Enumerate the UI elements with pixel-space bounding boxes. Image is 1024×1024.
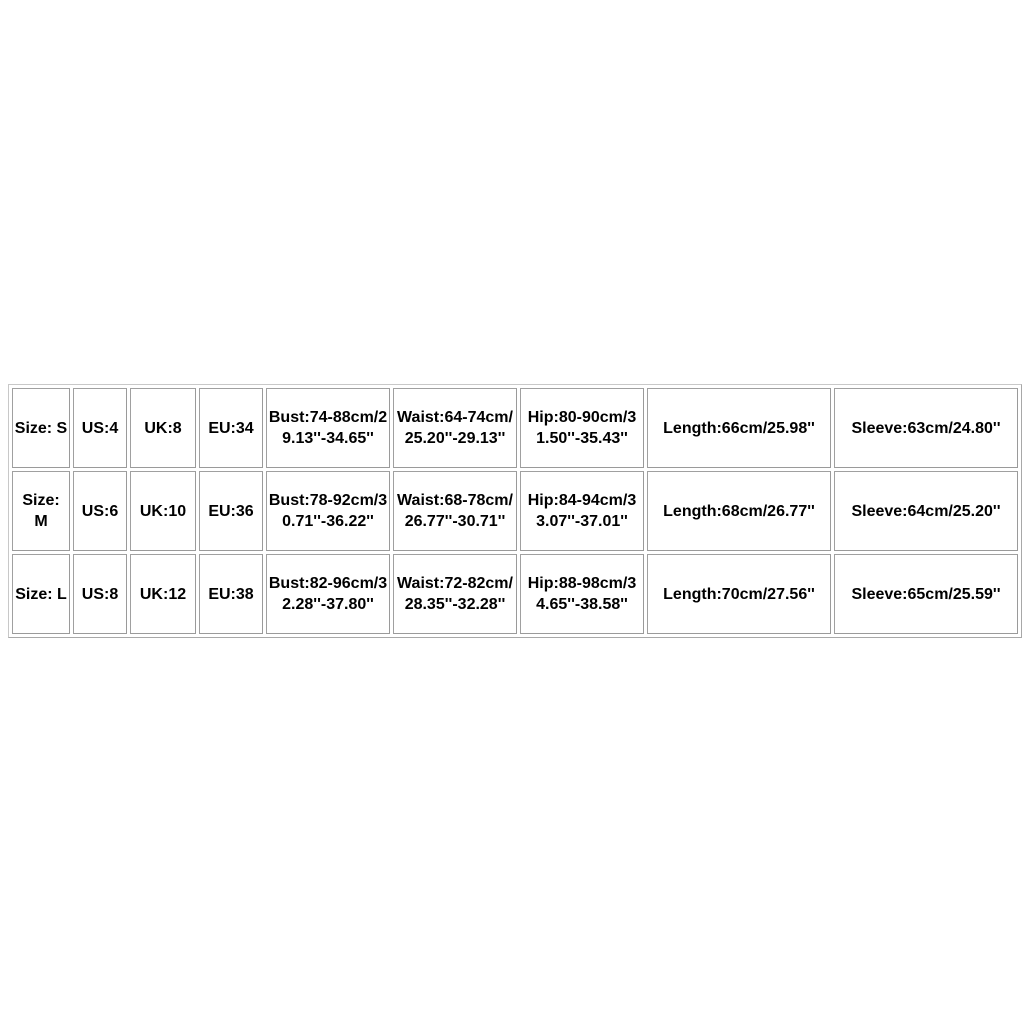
eu-size-cell: EU:36 (199, 471, 263, 551)
waist-cell: Waist:72-82cm/28.35''-32.28'' (393, 554, 517, 634)
waist-cell: Waist:68-78cm/26.77''-30.71'' (393, 471, 517, 551)
size-cell: Size: M (12, 471, 70, 551)
table-row (12, 554, 1018, 634)
uk-size-cell: UK:8 (130, 388, 196, 468)
size-chart-table (8, 384, 1022, 638)
sleeve-cell: Sleeve:63cm/24.80'' (834, 388, 1018, 468)
table-row (12, 388, 1018, 468)
sleeve-cell: Sleeve:65cm/25.59'' (834, 554, 1018, 634)
length-cell: Length:66cm/25.98'' (647, 388, 831, 468)
table-row (12, 471, 1018, 551)
waist-cell: Waist:64-74cm/25.20''-29.13'' (393, 388, 517, 468)
bust-cell: Bust:78-92cm/30.71''-36.22'' (266, 471, 390, 551)
hip-cell: Hip:84-94cm/33.07''-37.01'' (520, 471, 644, 551)
us-size-cell: US:4 (73, 388, 127, 468)
size-cell: Size: S (12, 388, 70, 468)
uk-size-cell: UK:10 (130, 471, 196, 551)
length-cell: Length:70cm/27.56'' (647, 554, 831, 634)
hip-cell: Hip:88-98cm/34.65''-38.58'' (520, 554, 644, 634)
hip-cell: Hip:80-90cm/31.50''-35.43'' (520, 388, 644, 468)
us-size-cell: US:8 (73, 554, 127, 634)
eu-size-cell: EU:38 (199, 554, 263, 634)
size-cell: Size: L (12, 554, 70, 634)
eu-size-cell: EU:34 (199, 388, 263, 468)
bust-cell: Bust:82-96cm/32.28''-37.80'' (266, 554, 390, 634)
length-cell: Length:68cm/26.77'' (647, 471, 831, 551)
us-size-cell: US:6 (73, 471, 127, 551)
bust-cell: Bust:74-88cm/29.13''-34.65'' (266, 388, 390, 468)
uk-size-cell: UK:12 (130, 554, 196, 634)
sleeve-cell: Sleeve:64cm/25.20'' (834, 471, 1018, 551)
